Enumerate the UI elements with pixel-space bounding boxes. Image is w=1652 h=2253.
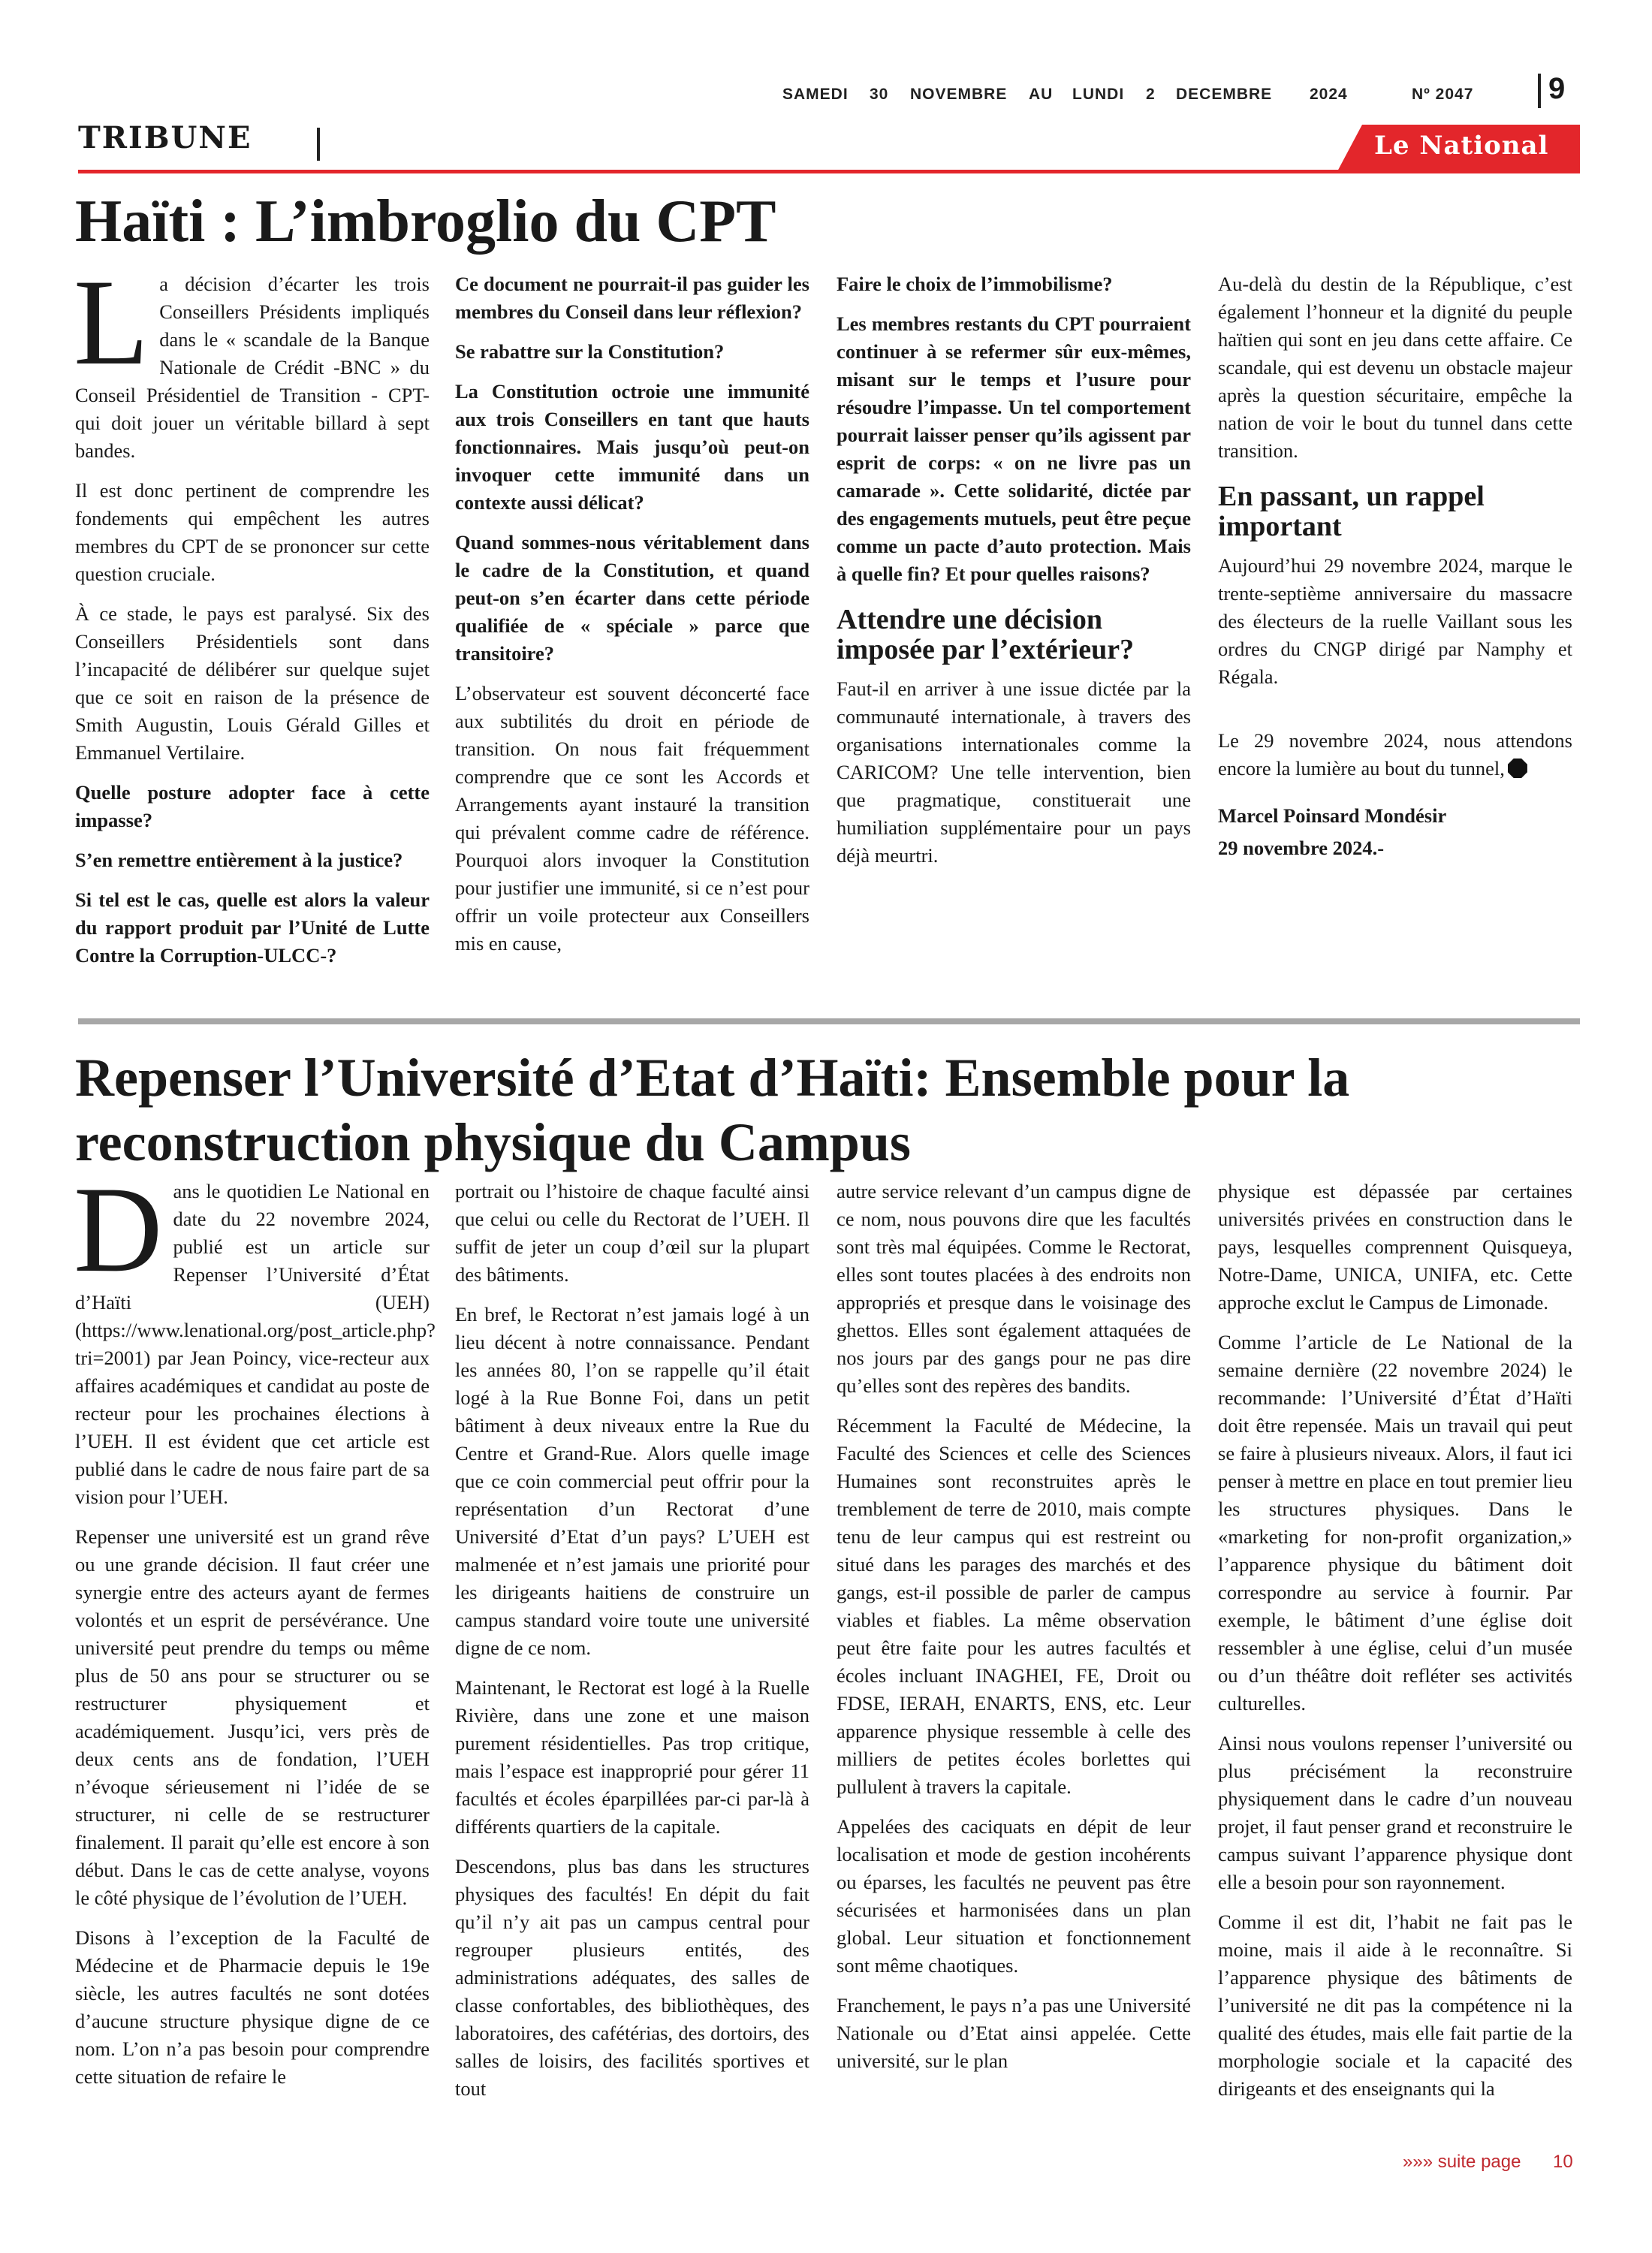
paragraph: Franchement, le pays n’a pas une Université Nationale ou d’Etat ainsi appelée. Cette université, sur le plan — [837, 1994, 1191, 2072]
paragraph: Appelées des caciquats en dépit de leur localisation et mode de gestion incohérents ou éparses, les facultés ne peuvent pas être sécurisées et harmonisées dans un plan global. Leur situation et fonctionnement sont même chaotiques. — [837, 1815, 1191, 1977]
end-mark-icon — [1508, 759, 1527, 778]
article2-column-3 — [837, 1178, 1191, 2087]
date-word: SAMEDI — [782, 86, 849, 103]
paragraph: Aujourd’hui 29 novembre 2024, marque le trente-septième anniversaire du massacre des électeurs de la ruelle Vaillant sous les ordres du CNGP dirigé par Namphy et Régala. — [1218, 554, 1572, 688]
article-separator — [78, 1018, 1580, 1024]
paragraph: Récemment la Faculté de Médecine, la Faculté des Sciences et celle des Sciences Humaines sont reconstruites après le tremblement de terre de 2010, mais compte tenu de leur campus qui est restreint ou situé dans les parages des marchés et des gangs, est-il possible de parler de campus viables et fiables. La même observation peut être faite pour les autres facultés et écoles incluant INAGHEI, FE, Droit ou FDSE, IERAH, ENARTS, ENS, etc. Leur apparence physique ressemble à celle des milliers de petites écoles borlettes qui pullulent à travers la capitale. — [837, 1414, 1191, 1798]
article2-title: Repenser l’Université d’Etat d’Haïti: Ensemble pour la reconstruction physique du Campus — [75, 1048, 1350, 1172]
article2-column-4 — [1218, 1178, 1572, 2115]
date-word: 30 — [870, 86, 889, 103]
question: Si tel est le cas, quelle est alors la valeur du rapport produit par l’Unité de Lutte Contre la Corruption-ULCC-? — [75, 888, 430, 967]
paragraph: Maintenant, le Rectorat est logé à la Ruelle Rivière, dans une zone et une maison purement résidentielles. Pas trop critique, mais l’espace est inapproprié pour gérer 11 facultés et écoles éparpillées par-ci par-là à différents quartiers de la capitale. — [455, 1676, 809, 1838]
paragraph: L’observateur est souvent déconcerté face aux subtilités du droit en période de transition. On nous fait fréquemment comprendre que ce sont les Accords et Arrangements ayant instauré la transition qui prévalent comme cadre de référence. Pourquoi alors invoquer la Constitution pour justifier une immunité, si ce n’est pour offrir un voile protecteur aux Conseillers mis en cause, — [455, 682, 809, 955]
subheading: Attendre une décision imposée par l’extérieur? — [837, 604, 1135, 665]
paragraph: physique est dépassée par certaines universités privées en construction dans le pays, lesquelles comprennent Quisqueya, Notre-Dame, UNICA, UNIFA, etc. Cette approche exclut le Campus de Limonade. — [1218, 1180, 1572, 1313]
article1-column-3 — [837, 270, 1191, 882]
paragraph: Descendons, plus bas dans les structures physiques des facultés! En dépit du fait qu’il n’y ait pas un campus central pour regrouper plusieurs entités, des administrations adéquates, des salles de classe confortables, des bibliothèques, des laboratoires, des cafétérias, des dortoirs, des salles de loisirs, des facilités sportives et tout — [455, 1855, 809, 2100]
paragraph: autre service relevant d’un campus digne de ce nom, nous pouvons dire que les facultés sont très mal équipées. Comme le Rectorat, elles sont toutes placées à des endroits non appropriés et presque dans le voisinage des ghettos. Elles sont également attaquées de nos jours par des gangs pour ne pas dire qu’elles sont des repères des bandits. — [837, 1180, 1191, 1397]
article2-column-1 — [74, 1162, 436, 2103]
question: Faire le choix de l’immobilisme? — [837, 273, 1113, 295]
dropcap: D — [74, 1162, 163, 1298]
page-number: 9 — [1548, 72, 1566, 105]
question: Se rabattre sur la Constitution? — [455, 340, 725, 363]
date-word: 2024 — [1310, 86, 1348, 103]
newspaper-name: Le National — [1374, 131, 1549, 161]
paragraph: Faut-il en arriver à une issue dictée par la communauté internationale, à travers des organisations internationales comme la CARICOM? Une telle intervention, bien que pragmatique, constituerait une humiliation supplémentaire pour un pays déjà meurtri. — [837, 677, 1191, 867]
date-word: AU — [1029, 86, 1054, 103]
date-word: LUNDI — [1072, 86, 1125, 103]
dropcap: L — [74, 255, 149, 391]
issue-number: Nº 2047 — [1412, 86, 1474, 103]
date-word: NOVEMBRE — [910, 86, 1008, 103]
article2-column-2 — [455, 1178, 809, 2115]
section-divider — [317, 128, 320, 161]
question: S’en remettre entièrement à la justice? — [75, 849, 403, 871]
continued-link[interactable]: »»» suite page — [1403, 2152, 1521, 2172]
question: Quand sommes-nous véritablement dans le cadre de la Constitution, et quand peut-on s’en écarter dans cette période qualifiée de « spéciale » parce que transitoire? — [455, 531, 809, 665]
continued-page-number[interactable]: 10 — [1553, 2152, 1573, 2172]
article1-title: Haïti : L’imbroglio du CPT — [75, 189, 776, 255]
question: Les membres restants du CPT pourraient continuer à se refermer sûr eux-mêmes, misant sur le temps et l’usure pour résoudre l’impasse. Un tel comportement pourrait laisser penser qu’ils agissent par esprit de corps: « on ne livre pas un camarade ». Cette solidarité, dictée par des engagements mutuels, peut être peçue comme un pacte d’auto protection. Mais à quelle fin? Et pour quelles raisons? — [837, 312, 1191, 585]
paragraph: Le 29 novembre 2024, nous attendons encore la lumière au bout du tunnel, — [1218, 729, 1572, 780]
author-date: 29 novembre 2024.- — [1218, 837, 1385, 859]
article1-column-2 — [455, 270, 809, 970]
paragraph: Ainsi nous voulons repenser l’université ou plus précisément la reconstruire physiquement dans le cadre d’un nouveau projet, il faut penser grand et reconstruire le campus suivant l’apparence physique dont elle a besoin pour son rayonnement. — [1218, 1732, 1572, 1893]
paragraph: Comme l’article de Le National de la semaine dernière (22 novembre 2024) le recommande: l’Université d’État d’Haïti doit être repensée. Mais un travail qui peut se faire à plusieurs niveaux. Alors, il faut ici penser à mettre en place en tout premier lieu les structures physiques. Dans le «marketing for non-profit organization,» l’apparence physique du bâtiment doit correspondre au service à fournir. Par exemple, le bâtiment d’une église doit ressembler à une église, celui d’un musée ou d’un théâtre doit refléter ses activités culturelles. — [1218, 1331, 1572, 1715]
question: Ce document ne pourrait-il pas guider les membres du Conseil dans leur réflexion? — [455, 273, 809, 323]
paragraph: Au-delà du destin de la République, c’est également l’honneur et la dignité du peuple haïtien qui sont en jeu dans cette affaire. Ce scandale, qui est devenu un obstacle majeur après la question sécuritaire, empêche la nation de voir le bout du tunnel dans cette transition. — [1218, 273, 1572, 462]
paragraph: Repenser une université est un grand rêve ou une grande décision. Il faut créer une synergie entre des acteurs ayant de fermes volontés et un esprit de persévérance. Une université peut prendre du temps ou même plus de 50 ans pour se structurer ou se restructurer physiquement et académiquement. Jusqu’ici, vers près de deux cents ans de fondation, l’UEH n’évoque sérieusement ni l’idée de se structurer, ni celle de se restructurer finalement. Il parait qu’elle est encore à son début. Dans le cas de cette analyse, voyons le côté physique de l’évolution de l’UEH. — [75, 1525, 430, 1909]
paragraph: Comme il est dit, l’habit ne fait pas le moine, mais il aide à le reconnaître. Si l’apparence physique des bâtiments de l’université ne dit pas la compétence ni la qualité des études, mais elle fait partie de la morphologie sociale et la capacité des dirigeants et des enseignants qui la — [1218, 1911, 1572, 2100]
question: La Constitution octroie une immunité aux trois Conseillers en tant que hauts fonctionnaires. Mais jusqu’où peut-on invoquer cette immunité dans un contexte aussi délicat? — [455, 380, 809, 514]
question: Quelle posture adopter face à cette impasse? — [75, 781, 430, 831]
page-number-divider — [1538, 74, 1541, 108]
paragraph: En bref, le Rectorat n’est jamais logé à un lieu décent à notre connaissance. Pendant les années 80, l’on se rappelle qu’il était logé à la Rue Bonne Foi, dans un petit bâtiment à deux niveaux entre la Rue du Centre et Grand-Rue. Alors quelle image que ce coin commercial peut offrir pour la représentation d’un Rectorat d’une Université d’Etat d’un pays? L’UEH est malmenée et n’est jamais une priorité pour les dirigeants haitiens de construire un campus standard voire toute une université digne de ce nom. — [455, 1303, 809, 1659]
paragraph: portrait ou l’histoire de chaque faculté ainsi que celui ou celle du Rectorat de l’UEH. Il suffit de jeter un coup d’œil sur la plupart des bâtiments. — [455, 1180, 809, 1286]
date-word: DECEMBRE — [1176, 86, 1273, 103]
article1-lead-paragraph: La décision d’écarter les trois Conseillers Présidents impliqués dans le « scandale de la Banque Nationale de Crédit -BNC » du Conseil Présidentiel de Transition - CPT- qui doit jouer un véritable billard à sept bandes. — [74, 255, 430, 462]
section-label: TRIBUNE — [78, 120, 252, 155]
paragraph: À ce stade, le pays est paralysé. Six des Conseillers Présidentiels sont dans l’incapacité de délibérer sur quelque sujet que ce soit en raison de la présence de Smith Augustin, Louis Gérald Gilles et Emmanuel Vertilaire. — [75, 602, 430, 764]
date-word: 2 — [1146, 86, 1156, 103]
article1-column-1 — [74, 255, 430, 982]
paragraph: Il est donc pertinent de comprendre les fondements qui empêchent les autres membres du CPT de se prononcer sur cette question cruciale. — [75, 479, 430, 585]
paragraph: Disons à l’exception de la Faculté de Médecine et de Pharmacie depuis le 19e siècle, les autres facultés ne sont dotées d’aucune structure physique digne de ce nom. L’on n’a pas besoin pour comprendre cette situation de refaire le — [75, 1926, 430, 2088]
subheading: En passant, un rappel important — [1218, 481, 1485, 542]
article1-column-4 — [1218, 270, 1572, 874]
author-name: Marcel Poinsard Mondésir — [1218, 804, 1447, 827]
article2-lead-paragraph: Dans le quotidien Le National en date du 22 novembre 2024, publié est un article sur Repenser l’Université d’État d’Haïti (UEH) (https://www.lenational.org/post_article.php?tri=2001) par Jean Poincy, vice-recteur aux affaires académiques et candidat au poste de recteur pour les prochaines élections à l’UEH. Il est évident que cet article est publié dans le cadre de nous faire part de sa vision pour l’UEH. — [74, 1162, 436, 1508]
